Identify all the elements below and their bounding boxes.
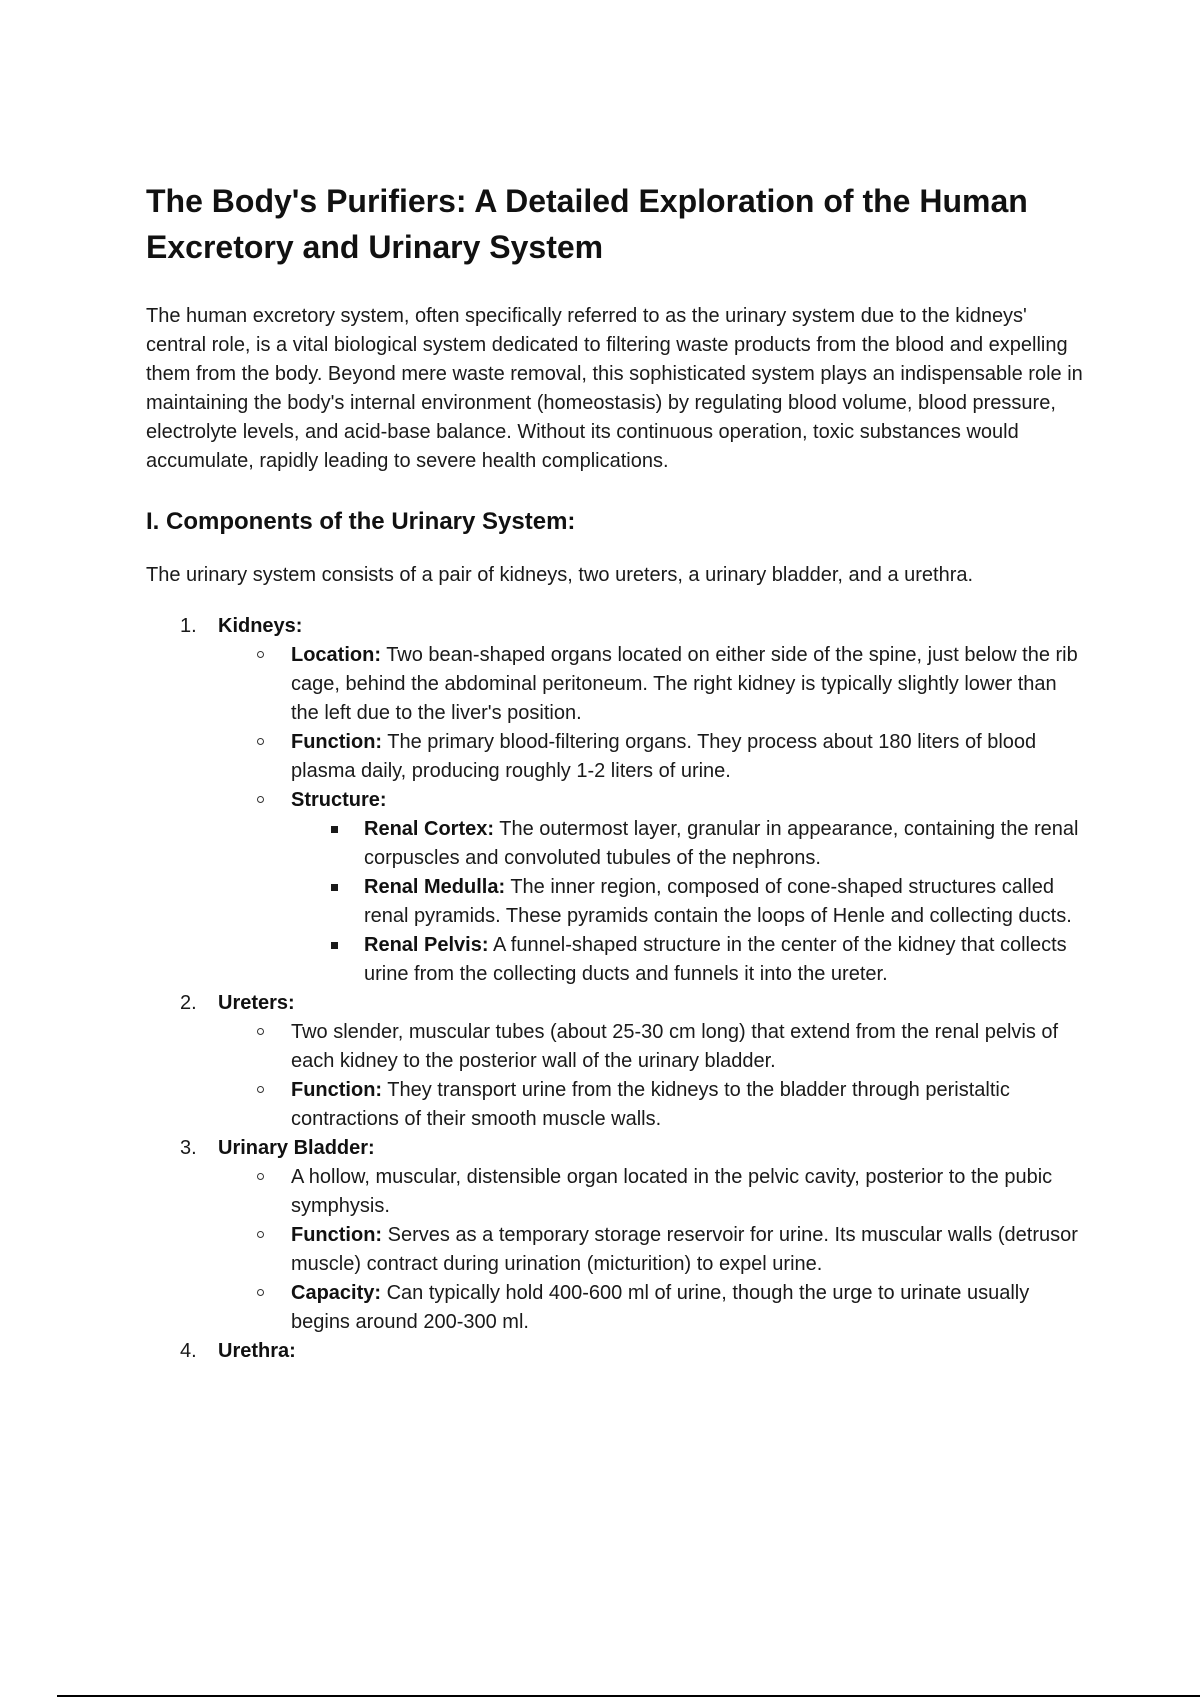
sublist-item-label: Function: (291, 1079, 383, 1101)
document-page (146, 178, 1086, 1366)
sublist-item (218, 1163, 1086, 1221)
hollow-bullet-icon (257, 738, 264, 745)
square-bullet-icon (331, 942, 338, 949)
nested-list-item (291, 815, 1086, 873)
sublist-item-label: Function: (291, 731, 383, 753)
list-number: 3. (180, 1137, 197, 1159)
hollow-bullet-icon (257, 1086, 264, 1093)
list-item-label: Urinary Bladder: (218, 1137, 375, 1159)
hollow-bullet-icon (257, 1289, 264, 1296)
sublist-item (218, 1018, 1086, 1076)
list-number: 4. (180, 1340, 197, 1362)
sublist-item-text: Serves as a temporary storage reservoir for urine. Its muscular walls (detrusor muscle) contract during urination (micturition) to expel urine. (291, 1224, 1078, 1275)
nested-item-label: Renal Pelvis: (364, 934, 489, 956)
bladder-sublist (218, 1163, 1086, 1337)
sublist-item-text: A hollow, muscular, distensible organ located in the pelvic cavity, posterior to the pubic symphysis. (291, 1166, 1053, 1217)
sublist-item (218, 786, 1086, 989)
hollow-bullet-icon (257, 796, 264, 803)
list-item-urethra (146, 1337, 1086, 1366)
page-bottom-rule (57, 1695, 1200, 1697)
list-item-urinary-bladder (146, 1134, 1086, 1337)
section-lead-paragraph: The urinary system consists of a pair of kidneys, two ureters, a urinary bladder, and a urethra. (146, 564, 974, 586)
nested-item-label: Renal Cortex: (364, 818, 495, 840)
sublist-item-text: They transport urine from the kidneys to the bladder through peristaltic contractions of their smooth muscle walls. (291, 1079, 1010, 1130)
sublist-item-text: Two slender, muscular tubes (about 25-30 cm long) that extend from the renal pelvis of each kidney to the posterior wall of the urinary bladder. (291, 1021, 1059, 1072)
sublist-item (218, 728, 1086, 786)
sublist-item-label: Function: (291, 1224, 383, 1246)
sublist-item (218, 1076, 1086, 1134)
nested-item-text: A funnel-shaped structure in the center of the kidney that collects urine from the collecting ducts and funnels it into the ureter. (364, 934, 1067, 985)
list-number: 1. (180, 615, 197, 637)
document-title: The Body's Purifiers: A Detailed Exploration of the Human Excretory and Urinary System (146, 183, 1028, 265)
sublist-item (218, 1221, 1086, 1279)
sublist-item (218, 1279, 1086, 1337)
hollow-bullet-icon (257, 1028, 264, 1035)
intro-paragraph: The human excretory system, often specifically referred to as the urinary system due to the kidneys' central role, is a vital biological system dedicated to filtering waste products from the blood and expelling them from the body. Beyond mere waste removal, this sophisticated system plays an indispensable role in maintaining the body's internal environment (homeostasis) by regulating blood volume, blood pressure, electrolyte levels, and acid-base balance. Without its continuous operation, toxic substances would accumulate, rapidly leading to severe health complications. (146, 305, 1083, 472)
nested-list-item (291, 931, 1086, 989)
nested-item-text: The outermost layer, granular in appearance, containing the renal corpuscles and convoluted tubules of the nephrons. (364, 818, 1079, 869)
nested-list-item (291, 873, 1086, 931)
sublist-item-text: Can typically hold 400-600 ml of urine, though the urge to urinate usually begins around 200-300 ml. (291, 1282, 1030, 1333)
sublist-item (218, 641, 1086, 728)
ureters-sublist (218, 1018, 1086, 1134)
nested-item-label: Renal Medulla: (364, 876, 506, 898)
hollow-bullet-icon (257, 1173, 264, 1180)
list-number: 2. (180, 992, 197, 1014)
list-item-label: Ureters: (218, 992, 295, 1014)
square-bullet-icon (331, 884, 338, 891)
list-item-label: Urethra: (218, 1340, 296, 1362)
nested-item-text: The inner region, composed of cone-shaped structures called renal pyramids. These pyramids contain the loops of Henle and collecting ducts. (364, 876, 1072, 927)
hollow-bullet-icon (257, 651, 264, 658)
components-list (146, 612, 1086, 1366)
list-item-ureters (146, 989, 1086, 1134)
hollow-bullet-icon (257, 1231, 264, 1238)
sublist-item-label: Capacity: (291, 1282, 382, 1304)
list-item-label: Kidneys: (218, 615, 303, 637)
list-item-kidneys (146, 612, 1086, 989)
structure-sublist (291, 815, 1086, 989)
sublist-item-text: The primary blood-filtering organs. They process about 180 liters of blood plasma daily, producing roughly 1-2 liters of urine. (291, 731, 1037, 782)
square-bullet-icon (331, 826, 338, 833)
sublist-item-label: Structure: (291, 789, 387, 811)
sublist-item-label: Location: (291, 644, 381, 666)
sublist-item-text: Two bean-shaped organs located on either side of the spine, just below the rib cage, behind the abdominal peritoneum. The right kidney is typically slightly lower than the left due to the liver's position. (291, 644, 1078, 724)
kidneys-sublist (218, 641, 1086, 989)
section-heading: I. Components of the Urinary System: (146, 508, 576, 535)
